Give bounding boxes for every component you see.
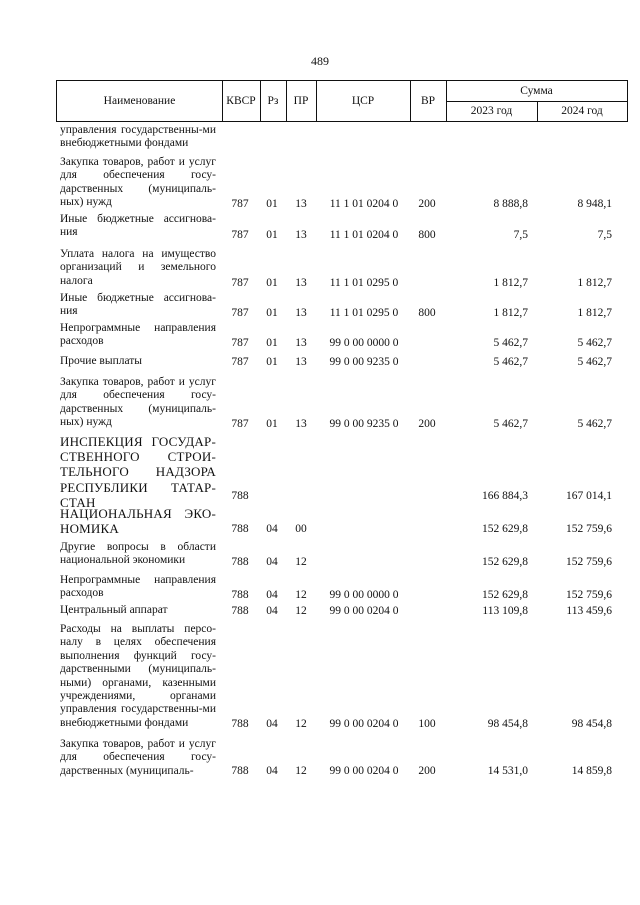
cell-kvsr: 787 xyxy=(231,418,249,430)
row-name: Иные бюджетные ассигнова-ния xyxy=(60,292,216,318)
row-name: Центральный аппарат xyxy=(60,604,168,616)
cell-sum-2023: 1 812,7 xyxy=(493,307,528,319)
cell-sum-2023: 1 812,7 xyxy=(493,277,528,289)
cell-sum-2023: 5 462,7 xyxy=(493,356,528,368)
table-row xyxy=(56,124,628,150)
cell-sum-2023: 7,5 xyxy=(513,229,528,241)
row-name: Расходы на выплаты персо-налу в целях обеспечения выполнения функций госу-дарственными (муниципаль-ными) органами, казенными учреждениями, органами управления государственны-ми внебюджетными фондами xyxy=(60,623,216,729)
cell-rz: 04 xyxy=(266,605,278,617)
cell-kvsr: 787 xyxy=(231,229,249,241)
cell-sum-2024: 1 812,7 xyxy=(577,277,612,289)
cell-csr: 11 1 01 0204 0 xyxy=(329,198,399,210)
cell-kvsr: 788 xyxy=(231,718,249,730)
cell-kvsr: 788 xyxy=(231,490,249,502)
cell-csr: 99 0 00 9235 0 xyxy=(329,418,399,430)
page-number: 489 xyxy=(311,54,329,68)
cell-pr: 13 xyxy=(295,418,307,430)
cell-kvsr: 788 xyxy=(231,523,249,535)
table-row xyxy=(56,248,628,290)
cell-rz: 04 xyxy=(266,589,278,601)
cell-pr: 12 xyxy=(295,605,307,617)
cell-sum-2024: 152 759,6 xyxy=(566,523,612,535)
cell-rz: 04 xyxy=(266,765,278,777)
cell-sum-2024: 152 759,6 xyxy=(566,556,612,568)
row-name: Другие вопросы в области национальной экономики xyxy=(60,541,216,567)
table-row xyxy=(56,156,628,211)
cell-kvsr: 787 xyxy=(231,307,249,319)
cell-rz: 01 xyxy=(266,198,278,210)
cell-csr: 99 0 00 0204 0 xyxy=(329,605,399,617)
cell-pr: 13 xyxy=(295,356,307,368)
header-sum: Сумма xyxy=(520,85,553,97)
row-name: Закупка товаров, работ и услуг для обеспечения госу-дарственных (муниципаль-ных) нужд xyxy=(60,376,216,429)
table-row xyxy=(56,355,628,369)
cell-pr: 13 xyxy=(295,337,307,349)
cell-kvsr: 788 xyxy=(231,556,249,568)
cell-sum-2024: 113 459,6 xyxy=(566,605,612,617)
cell-kvsr: 787 xyxy=(231,277,249,289)
table-header xyxy=(56,80,628,122)
row-name: Непрограммные направления расходов xyxy=(60,574,216,600)
row-name: Уплата налога на имущество организаций и земельного налога xyxy=(60,248,216,287)
row-name: Прочие выплаты xyxy=(60,355,143,367)
cell-vr: 100 xyxy=(418,718,436,730)
table-row xyxy=(56,623,628,731)
cell-rz: 04 xyxy=(266,556,278,568)
table-row xyxy=(56,376,628,431)
cell-rz: 01 xyxy=(266,277,278,289)
cell-sum-2024: 5 462,7 xyxy=(577,337,612,349)
cell-csr: 11 1 01 0204 0 xyxy=(329,229,399,241)
row-name: ИНСПЕКЦИЯ ГОСУДАР-СТВЕННОГО СТРОИ-ТЕЛЬНОГО НАДЗОРА РЕСПУБЛИКИ ТАТАР-СТАН xyxy=(60,434,216,510)
row-name: Иные бюджетные ассигнова-ния xyxy=(60,213,216,239)
cell-pr: 13 xyxy=(295,307,307,319)
cell-sum-2023: 166 884,3 xyxy=(482,490,528,502)
cell-pr: 13 xyxy=(295,229,307,241)
cell-sum-2023: 113 109,8 xyxy=(482,605,528,617)
cell-sum-2023: 8 888,8 xyxy=(493,198,528,210)
cell-csr: 11 1 01 0295 0 xyxy=(329,277,399,289)
table-row xyxy=(56,434,628,510)
table-row xyxy=(56,574,628,602)
cell-pr: 12 xyxy=(295,765,307,777)
cell-rz: 01 xyxy=(266,356,278,368)
cell-kvsr: 787 xyxy=(231,198,249,210)
cell-pr: 12 xyxy=(295,556,307,568)
cell-rz: 01 xyxy=(266,418,278,430)
cell-kvsr: 788 xyxy=(231,589,249,601)
cell-pr: 13 xyxy=(295,198,307,210)
cell-sum-2023: 14 531,0 xyxy=(487,765,528,777)
cell-sum-2024: 14 859,8 xyxy=(571,765,612,777)
table-row xyxy=(56,604,628,618)
table-row xyxy=(56,738,628,778)
header-year-2024: 2024 год xyxy=(561,105,603,117)
header-vr: ВР xyxy=(420,95,436,107)
cell-sum-2023: 152 629,8 xyxy=(482,556,528,568)
cell-sum-2024: 5 462,7 xyxy=(577,418,612,430)
cell-vr: 800 xyxy=(418,229,436,241)
row-name: Закупка товаров, работ и услуг для обеспечения госу-дарственных (муниципаль-ных) нужд xyxy=(60,156,216,209)
cell-pr: 12 xyxy=(295,589,307,601)
header-year-2023: 2023 год xyxy=(470,105,513,117)
cell-rz: 04 xyxy=(266,718,278,730)
table-row xyxy=(56,541,628,569)
cell-vr: 200 xyxy=(418,198,436,210)
cell-sum-2024: 1 812,7 xyxy=(577,307,612,319)
cell-kvsr: 787 xyxy=(231,356,249,368)
cell-pr: 13 xyxy=(295,277,307,289)
cell-csr: 99 0 00 0000 0 xyxy=(329,337,399,349)
cell-csr: 11 1 01 0295 0 xyxy=(329,307,399,319)
row-name: Непрограммные направления расходов xyxy=(60,322,216,348)
cell-sum-2024: 98 454,8 xyxy=(571,718,612,730)
cell-kvsr: 788 xyxy=(231,765,249,777)
cell-sum-2023: 152 629,8 xyxy=(482,589,528,601)
header-rz: Рз xyxy=(267,95,279,107)
cell-sum-2023: 5 462,7 xyxy=(493,418,528,430)
cell-kvsr: 788 xyxy=(231,605,249,617)
cell-sum-2023: 98 454,8 xyxy=(487,718,528,730)
cell-csr: 99 0 00 0000 0 xyxy=(329,589,399,601)
cell-pr: 00 xyxy=(295,523,307,535)
cell-csr: 99 0 00 9235 0 xyxy=(329,356,399,368)
cell-kvsr: 787 xyxy=(231,337,249,349)
cell-sum-2024: 8 948,1 xyxy=(577,198,612,210)
cell-rz: 04 xyxy=(266,523,278,535)
header-name: Наименование xyxy=(103,95,176,107)
cell-sum-2024: 152 759,6 xyxy=(566,589,612,601)
header-kvsr: КВСР xyxy=(226,95,256,107)
header-csr: ЦСР xyxy=(351,95,375,107)
cell-sum-2024: 5 462,7 xyxy=(577,356,612,368)
cell-csr: 99 0 00 0204 0 xyxy=(329,765,399,777)
row-name: Закупка товаров, работ и услуг для обеспечения госу-дарственных (муниципаль- xyxy=(60,738,216,777)
row-name: управления государственны-ми внебюджетными фондами xyxy=(60,124,216,150)
row-name: НАЦИОНАЛЬНАЯ ЭКО-НОМИКА xyxy=(60,506,216,537)
cell-vr: 200 xyxy=(418,418,436,430)
table-row xyxy=(56,322,628,350)
table-row xyxy=(56,213,628,242)
cell-rz: 01 xyxy=(266,229,278,241)
header-pr: ПР xyxy=(293,95,309,107)
cell-rz: 01 xyxy=(266,337,278,349)
cell-sum-2024: 7,5 xyxy=(597,229,612,241)
cell-sum-2023: 152 629,8 xyxy=(482,523,528,535)
cell-csr: 99 0 00 0204 0 xyxy=(329,718,399,730)
table-row xyxy=(56,292,628,320)
cell-vr: 800 xyxy=(418,307,436,319)
cell-sum-2023: 5 462,7 xyxy=(493,337,528,349)
table-row xyxy=(56,506,628,536)
cell-pr: 12 xyxy=(295,718,307,730)
cell-vr: 200 xyxy=(418,765,436,777)
cell-rz: 01 xyxy=(266,307,278,319)
cell-sum-2024: 167 014,1 xyxy=(566,490,612,502)
